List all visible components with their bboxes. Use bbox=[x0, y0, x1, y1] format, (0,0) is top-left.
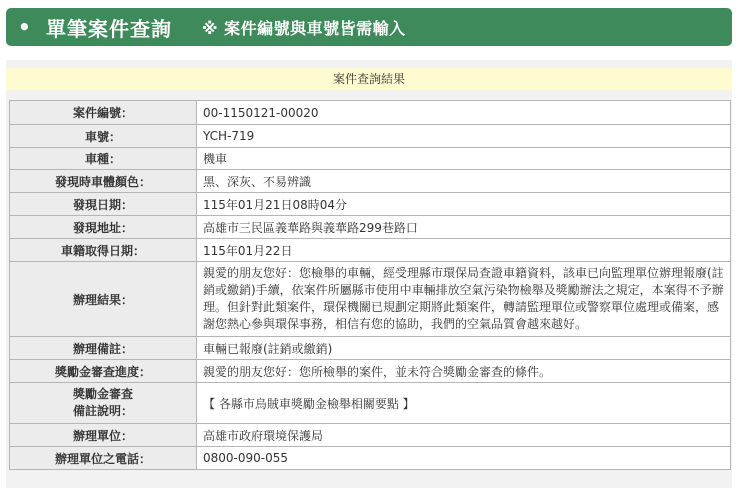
value-body-color: 黑、深灰、不易辨識 bbox=[197, 170, 731, 193]
row-unit-phone bbox=[10, 447, 731, 470]
value-found-address: 高雄市三民區義華路與義華路299巷路口 bbox=[197, 216, 731, 239]
row-reward-progress bbox=[10, 360, 731, 383]
value-handling-result: 親愛的朋友您好：您檢舉的車輛，經受理縣市環保局查證車籍資料，該車已向監理單位辦理報廢(註銷或繳銷)手續，依案件所屬縣市使用中車輛排放空氣污染物檢舉及獎勵辦法之規定，本案得不予辦理。但針對此類案件，環保機關已規劃定期將此類案件，轉請監理單位或警察單位處理或備案，感謝您熱心參與環保事務，相信有您的協助，我們的空氣品質會越來越好。 bbox=[197, 262, 731, 337]
label-reward-note bbox=[10, 383, 197, 424]
label-handling-result: 辦理結果： bbox=[10, 262, 197, 337]
result-panel bbox=[6, 60, 732, 488]
page-title: 單筆案件查詢 bbox=[46, 16, 172, 41]
label-case-number: 案件編號： bbox=[10, 101, 197, 125]
row-reward-note bbox=[10, 383, 731, 424]
header-note: ※ 案件編號與車號皆需輸入 bbox=[202, 18, 406, 38]
label-found-date: 發現日期： bbox=[10, 193, 197, 216]
value-unit-phone: 0800-090-055 bbox=[197, 447, 731, 470]
case-result-table bbox=[9, 100, 731, 470]
row-handling-result bbox=[10, 262, 731, 337]
label-handling-remark: 辦理備註： bbox=[10, 337, 197, 360]
result-bar-title: 案件查詢結果 bbox=[6, 68, 732, 90]
row-found-address bbox=[10, 216, 731, 239]
label-vehicle-type: 車種： bbox=[10, 148, 197, 170]
row-found-date bbox=[10, 193, 731, 216]
value-reward-note bbox=[197, 383, 731, 424]
value-vehicle-type: 機車 bbox=[197, 148, 731, 170]
value-reward-progress: 親愛的朋友您好：您所檢舉的案件，並未符合獎勵金審查的條件。 bbox=[197, 360, 731, 383]
row-case-number bbox=[10, 101, 731, 125]
value-handling-unit: 高雄市政府環境保護局 bbox=[197, 424, 731, 447]
label-plate: 車號： bbox=[10, 125, 197, 148]
row-vehicle-type bbox=[10, 148, 731, 170]
row-handling-remark bbox=[10, 337, 731, 360]
label-reward-progress: 獎勵金審查進度： bbox=[10, 360, 197, 383]
label-unit-phone: 辦理單位之電話： bbox=[10, 447, 197, 470]
row-handling-unit bbox=[10, 424, 731, 447]
row-registry-date bbox=[10, 239, 731, 262]
page-header bbox=[6, 8, 732, 46]
label-reward-note-line2: 備註說明： bbox=[72, 404, 133, 418]
label-reward-note-line1: 獎勵金審查 bbox=[72, 387, 133, 401]
row-body-color bbox=[10, 170, 731, 193]
header-bullet: • bbox=[18, 15, 31, 39]
value-case-number: 00-1150121-00020 bbox=[197, 101, 731, 125]
value-plate: YCH-719 bbox=[197, 125, 731, 148]
label-found-address: 發現地址： bbox=[10, 216, 197, 239]
value-handling-remark: 車輛已報廢(註銷或繳銷) bbox=[197, 337, 731, 360]
label-handling-unit: 辦理單位： bbox=[10, 424, 197, 447]
row-plate bbox=[10, 125, 731, 148]
value-registry-date: 115年01月22日 bbox=[197, 239, 731, 262]
reward-rules-link[interactable]: 【 各縣市烏賊車獎勵金檢舉相關要點 】 bbox=[203, 396, 415, 411]
label-body-color: 發現時車體顏色： bbox=[10, 170, 197, 193]
value-found-date: 115年01月21日08時04分 bbox=[197, 193, 731, 216]
label-registry-date: 車籍取得日期： bbox=[10, 239, 197, 262]
